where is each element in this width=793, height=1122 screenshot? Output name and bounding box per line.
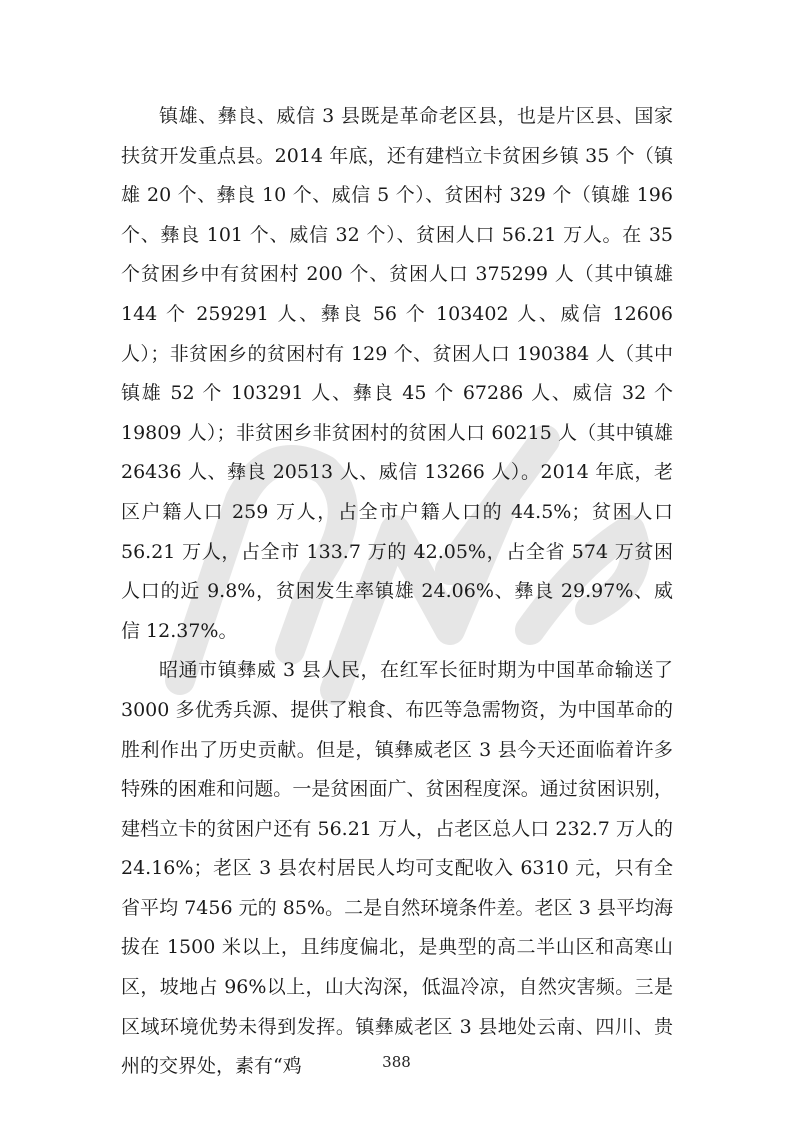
paragraph-2: 昭通市镇彝威 3 县人民，在红军长征时期为中国革命输送了 3000 多优秀兵源、提供了粮食、布匹等急需物资，为中国革命的胜利作出了历史贡献。但是，镇彝威老区 3 县今天还面临着许多特殊的困难和问题。一是贫困面广、贫困程度深。通过贫困识别，建档立卡的贫困户还有 56.21 万人，占老区总人口 232.7 万人的 24.16%；老区 3 县农村居民人均可支配收入 6310 元，只有全省平均 7456 元的 85%。二是自然环境条件差。老区 3 县平均海拔在 1500 米以上，且纬度偏北，是典型的高二半山区和高寒山区，坡地占 96%以上，山大沟深，低温冷凉，自然灾害频。三是区域环境优势未得到发挥。镇彝威老区 3 县地处云南、四川、贵州的交界处，素有“鸡 <box>121 659 673 1078</box>
paragraph-1: 镇雄、彝良、威信 3 县既是革命老区县，也是片区县、国家扶贫开发重点县。2014 年底，还有建档立卡贫困乡镇 35 个（镇雄 20 个、彝良 10 个、威信 5 个）、贫困村 329 个（镇雄 196 个、彝良 101 个、威信 32 个）、贫困人口 56.21 万人。在 35 个贫困乡中有贫困村 200 个、贫困人口 375299 人（其中镇雄 144 个 259291 人、彝良 56 个 103402 人、威信 12606 人）；非贫困乡的贫困村有 129 个、贫困人口 190384 人（其中镇雄 52 个 103291 人、彝良 45 个 67286 人、威信 32 个 19809 人）；非贫困乡非贫困村的贫困人口 60215 人（其中镇雄 26436 人、彝良 20513 人、威信 13266 人）。2014 年底，老区户籍人口 259 万人，占全市户籍人口的 44.5%；贫困人口 56.21 万人，占全市 133.7 万的 42.05%，占全省 574 万贫困人口的近 9.8%，贫困发生率镇雄 24.06%、彝良 29.97%、威信 12.37%。 <box>121 105 673 642</box>
body-text <box>121 97 673 1087</box>
page-number: 388 <box>382 1053 411 1071</box>
